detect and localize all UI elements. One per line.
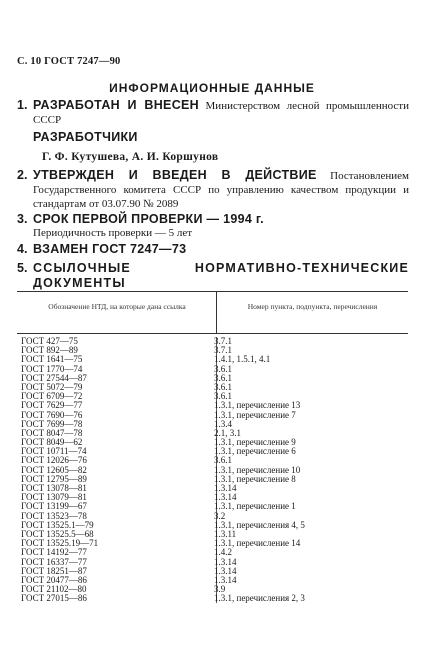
section-3-text: Периодичность проверки — 5 лет [33,227,193,239]
table-cell-designation: ГОСТ 8049—62 [21,437,83,448]
table-cell-designation: ГОСТ 27544—87 [21,372,87,383]
table-cell-designation: ГОСТ 8047—78 [21,427,83,438]
table-cell-clause: 1.3.11 [214,528,237,539]
table-cell-designation: ГОСТ 13525.1—79 [21,519,94,530]
developers-label: РАЗРАБОТЧИКИ [33,130,138,144]
table-cell-designation: ГОСТ 13078—81 [21,483,87,493]
table-cell-designation: ГОСТ 6709—72 [21,391,83,402]
table-cell-designation: ГОСТ 18251—87 [21,565,87,576]
table-cell-clause: 3.6.1 [214,455,232,466]
table-cell-clause: 1.3.1, перечисление 14 [214,538,301,549]
section-2-text: Постановлением Государственного комитета СССР по управлению качеством продукции и стандартам от 03.07.90 № 2089 [33,170,409,210]
section-5-number: 5. [17,261,28,275]
table-cell-clause: 1.3.1, перечисление 9 [214,437,296,448]
document-title: ИНФОРМАЦИОННЫЕ ДАННЫЕ [109,81,315,95]
table-cell-designation: ГОСТ 13199—67 [21,501,87,512]
table-cell-designation: ГОСТ 10711—74 [21,446,87,457]
table-cell-clause: 1.3.14 [214,483,237,493]
developers-names: Г. Ф. Кутушева, А. И. Коршунов [42,151,219,163]
table-cell-clause: 3.6.1 [214,372,232,383]
table-body [17,337,408,603]
table-cell-designation: ГОСТ 13523—78 [21,510,87,521]
reference-table [17,291,408,603]
section-1-lead: РАЗРАБОТАН И ВНЕСЕН [33,98,199,112]
table-cell-clause: 3.6.1 [214,381,232,392]
table-cell-designation: ГОСТ 12026—76 [21,455,87,466]
table-cell-designation: ГОСТ 14192—77 [21,547,87,558]
table-cell-designation: ГОСТ 1770—74 [21,363,83,374]
section-3 [17,212,409,240]
section-5 [17,261,409,291]
table-cell-designation: ГОСТ 7629—77 [21,400,83,411]
section-1-number: 1. [17,98,28,112]
table-cell-clause: 3.6.1 [214,391,232,402]
table-cell-designation: ГОСТ 7699—78 [21,418,83,429]
table-cell-designation: ГОСТ 7690—76 [21,409,83,420]
table-header [17,291,408,334]
table-cell-clause: 1.3.1, перечисление 8 [214,473,296,484]
table-cell-clause: 1.3.14 [214,565,237,576]
section-1 [17,98,409,127]
table-cell-clause: 3.7.1 [214,336,232,346]
table-cell-clause: 1.3.1, перечисления 2, 3 [214,593,305,604]
section-2-lead: УТВЕРЖДЕН И ВВЕДЕН В ДЕЙСТВИЕ [33,168,317,182]
table-cell-clause: 1.3.14 [214,492,237,503]
table-cell-designation: ГОСТ 20477—86 [21,574,87,585]
table-row [17,594,408,603]
table-cell-designation: ГОСТ 13525.19—71 [21,538,99,549]
table-cell-clause: 3.9 [214,584,226,595]
section-3-number: 3. [17,212,28,226]
table-cell-designation: ГОСТ 27015—86 [21,593,87,604]
table-cell-designation: ГОСТ 13079—81 [21,492,87,503]
table-cell-designation: ГОСТ 21102—80 [21,584,87,595]
table-cell-designation: ГОСТ 12605—82 [21,464,87,475]
section-4-lead: ВЗАМЕН ГОСТ 7247—73 [33,242,187,256]
table-cell-clause: 3.2 [214,510,226,521]
table-cell-clause: 3.6.1 [214,363,232,374]
table-cell-clause: 3.7.1 [214,345,232,356]
table-cell-clause: 1.3.4 [214,418,232,429]
table-cell-clause: 1.3.1, перечисление 7 [214,409,296,420]
table-cell-clause: 1.3.1, перечисление 1 [214,501,296,512]
page-header: С. 10 ГОСТ 7247—90 [17,56,121,67]
table-cell-designation: ГОСТ 427—75 [21,336,78,346]
section-2 [17,168,409,211]
table-cell-clause: 1.3.1, перечисление 10 [214,464,301,475]
table-cell-clause: 1.3.1, перечисления 4, 5 [214,519,305,530]
section-5-lead: ССЫЛОЧНЫЕ НОРМАТИВНО-ТЕХНИЧЕСКИЕ ДОКУМЕНТЫ [33,261,409,290]
table-cell-clause: 1.4.2 [214,547,232,558]
table-header-designation: Обозначение НТД, на которые дана ссылка [48,302,186,311]
table-cell-designation: ГОСТ 13525.5—68 [21,528,94,539]
table-cell-clause: 1.3.14 [214,574,237,585]
table-cell-clause: 1.3.1, перечисление 6 [214,446,296,457]
table-header-clause: Номер пункта, подпункта, перечисления [247,302,378,311]
table-cell-designation: ГОСТ 892—89 [21,345,78,356]
table-cell-clause: 1.3.1, перечисление 13 [214,400,301,411]
table-cell-designation: ГОСТ 16337—77 [21,556,87,567]
table-cell-clause: 1.4.1, 1.5.1, 4.1 [214,354,271,365]
section-1-text: Министерством лесной промышленности СССР [33,100,409,126]
table-cell-designation: ГОСТ 1641—75 [21,354,83,365]
table-cell-designation: ГОСТ 12795—89 [21,473,87,484]
table-cell-clause: 2.1, 3.1 [214,427,241,438]
section-4-number: 4. [17,242,28,256]
section-2-number: 2. [17,168,28,182]
table-cell-clause: 1.3.14 [214,556,237,567]
section-3-lead: СРОК ПЕРВОЙ ПРОВЕРКИ — 1994 г. [33,212,264,226]
table-cell-designation: ГОСТ 5072—79 [21,381,83,392]
section-4 [17,242,409,257]
